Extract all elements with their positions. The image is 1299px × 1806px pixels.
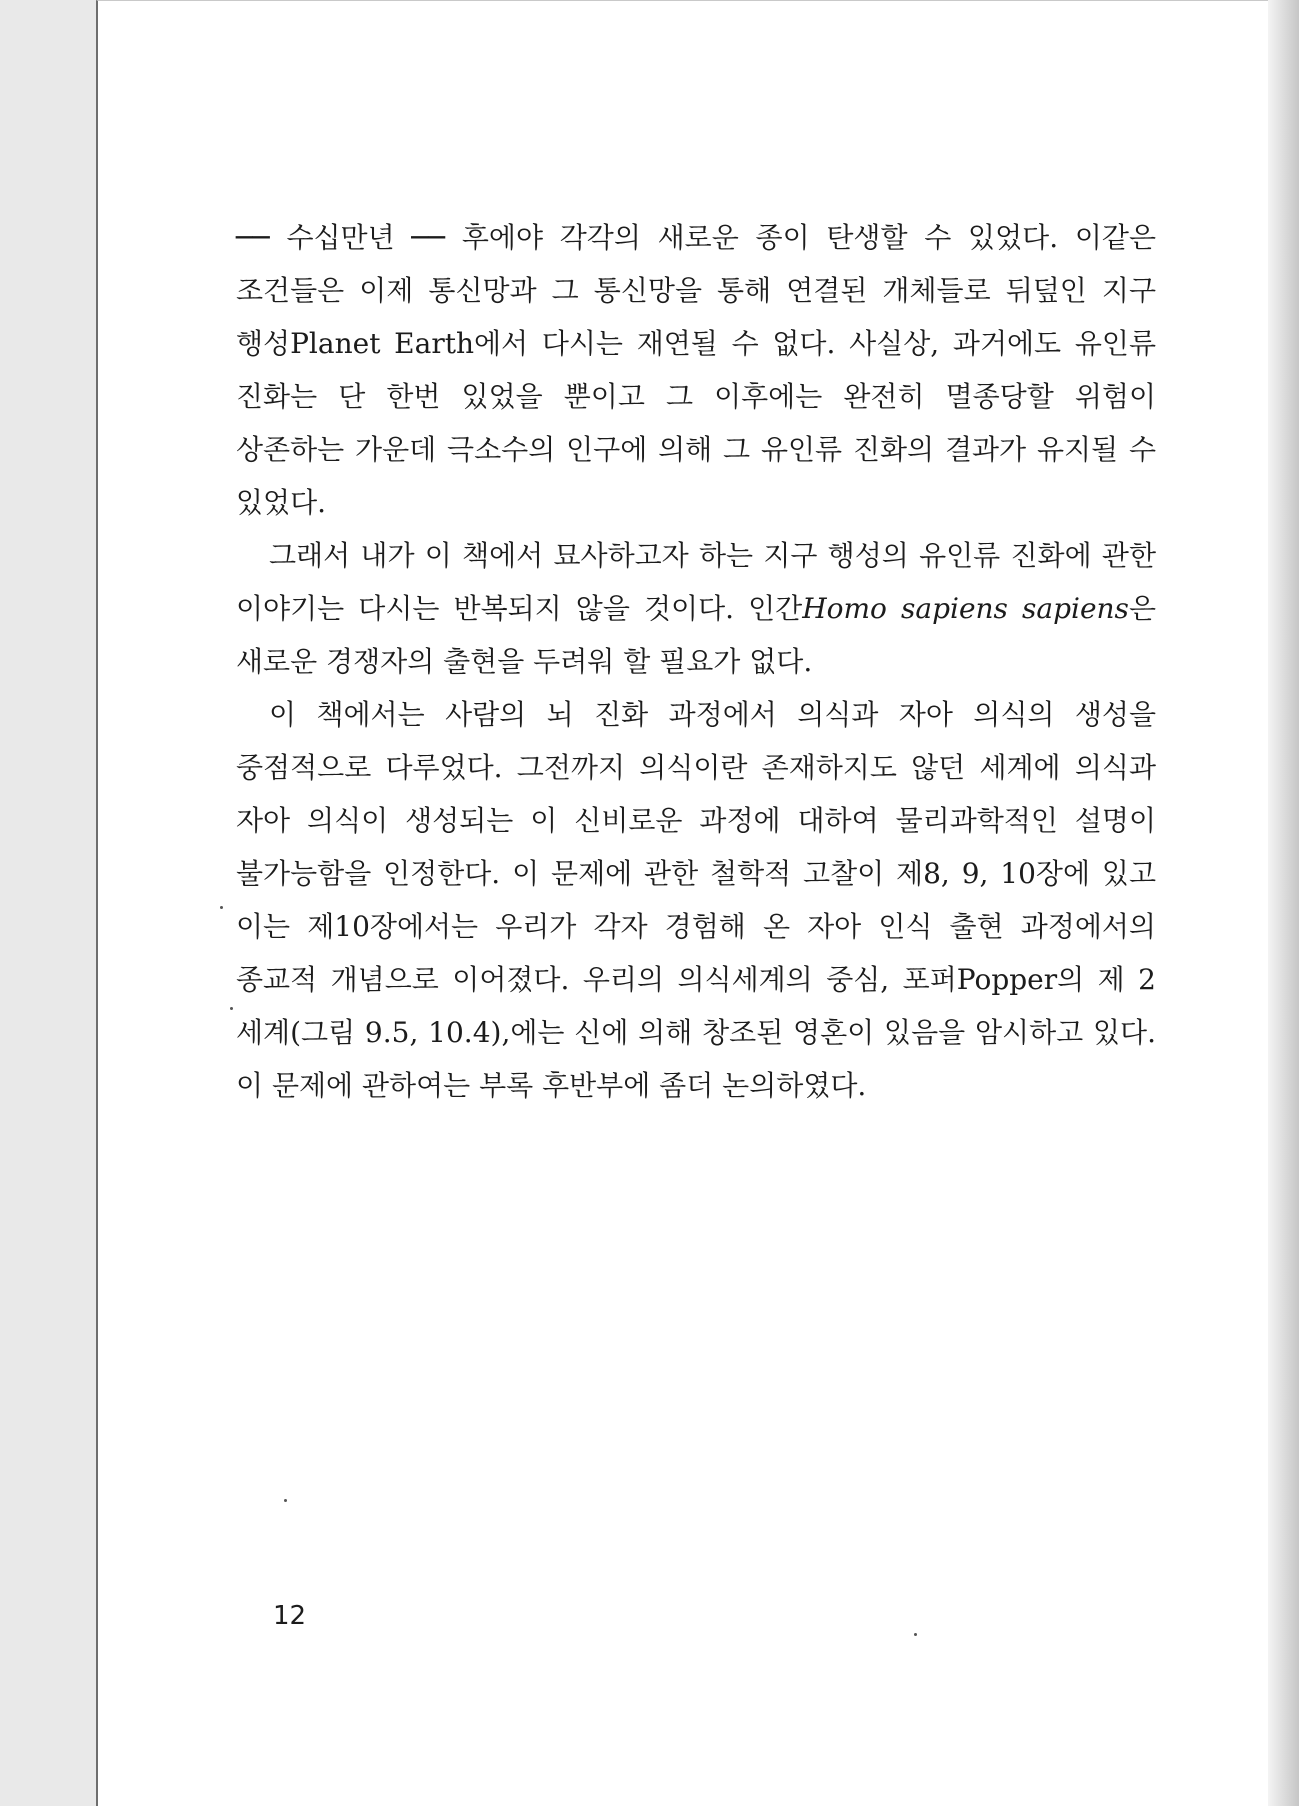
book-page xyxy=(96,0,1286,1806)
body-text xyxy=(236,211,1156,1112)
scan-speck xyxy=(220,906,223,909)
paragraph-3: 이 책에서는 사람의 뇌 진화 과정에서 의식과 자아 의식의 생성을 중점적으로 다루었다. 그전까지 의식이란 존재하지도 않던 세계에 의식과 자아 의식이 생성되는 이 신비로운 과정에 대하여 물리과학적인 설명이 불가능함을 인정한다. 이 문제에 관한 철학적 고찰이 제8, 9, 10장에 있고 이는 제10장에서는 우리가 각자 경험해 온 자아 인식 출현 과정에서의 종교적 개념으로 이어졌다. 우리의 의식세계의 중심, 포퍼Popper의 제 2 세계(그림 9.5, 10.4),에는 신에 의해 창조된 영혼이 있음을 암시하고 있다. 이 문제에 관하여는 부록 후반부에 좀더 논의하였다. xyxy=(236,698,1156,1102)
page-edge-shadow xyxy=(1268,0,1299,1806)
scan-speck xyxy=(230,1007,233,1010)
paragraph-2-latin-term: Homo sapiens sapiens xyxy=(802,592,1129,625)
paragraph-2-text-after: 은 새로운 경쟁자의 출현을 두려워 할 필요가 없다. xyxy=(236,592,1156,678)
paragraph-2 xyxy=(236,529,1156,688)
scan-speck xyxy=(284,1499,287,1502)
paragraph-1: ── 수십만년 ── 후에야 각각의 새로운 종이 탄생할 수 있었다. 이같은 조건들은 이제 통신망과 그 통신망을 통해 연결된 개체들로 뒤덮인 지구 행성Planet Earth에서 다시는 재연될 수 없다. 사실상, 과거에도 유인류 진화는 단 한번 있었을 뿐이고 그 이후에는 완전히 멸종당할 위험이 상존하는 가운데 극소수의 인구에 의해 그 유인류 진화의 결과가 유지될 수 있었다. xyxy=(236,221,1156,519)
page-number: 12 xyxy=(273,1601,307,1631)
paragraph-2-text-before: 그래서 내가 이 책에서 묘사하고자 하는 지구 행성의 유인류 진화에 관한 이야기는 다시는 반복되지 않을 것이다. 인간 xyxy=(236,539,1156,625)
scan-speck xyxy=(914,1633,917,1636)
